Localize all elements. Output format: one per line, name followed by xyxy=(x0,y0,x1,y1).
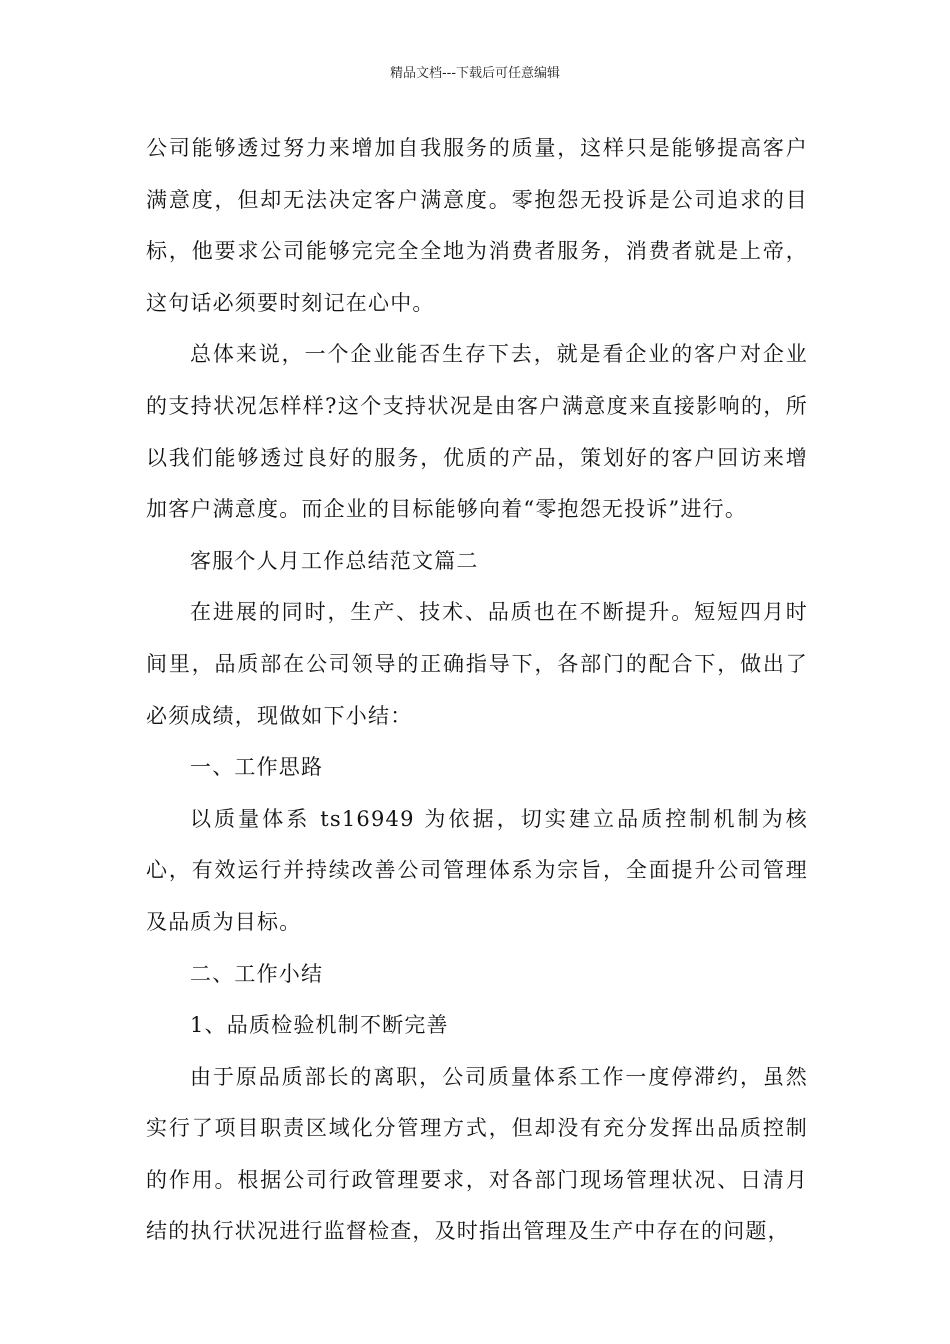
heading-work-approach: 一、工作思路 xyxy=(190,755,324,780)
paragraph-work-approach: 以质量体系 ts16949 为依据，切实建立品质控制机制为核心，有效运行并持续改善公司管理体系为宗旨，全面提升公司管理及品质为目标。 xyxy=(146,806,808,934)
paragraph-intro: 在进展的同时，生产、技术、品质也在不断提升。短短四月时间里，品质部在公司领导的正确指导下，各部门的配合下，做出了必须成绩，现做如下小结： xyxy=(146,600,808,728)
paragraph-inspection-mechanism: 由于原品质部长的离职，公司质量体系工作一度停滞约，虽然实行了项目职责区域化分管理方式，但却没有充分发挥出品质控制的作用。根据公司行政管理要求，对各部门现场管理状况、日清月结的执行状况进行监督检查，及时指出管理及生产中存在的问题， xyxy=(146,1064,808,1244)
paragraph-summary: 总体来说，一个企业能否生存下去，就是看企业的客户对企业的支持状况怎样样?这个支持状况是由客户满意度来直接影响的，所以我们能够透过良好的服务，优质的产品，策划好的客户回访来增加客户满意度。而企业的目标能够向着“零抱怨无投诉”进行。 xyxy=(146,342,808,522)
paragraph-continuation: 公司能够透过努力来增加自我服务的质量，这样只是能够提高客户满意度，但却无法决定客户满意度。零抱怨无投诉是公司追求的目标，他要求公司能够完完全全地为消费者服务，消费者就是上帝，这句话必须要时刻记在心中。 xyxy=(146,136,808,315)
document-body xyxy=(146,123,808,1258)
section-title-part-two: 客服个人月工作总结范文篇二 xyxy=(190,548,479,573)
subheading-inspection-mechanism: 1、品质检验机制不断完善 xyxy=(190,1013,449,1038)
page-header: 精品文档---下载后可任意编辑 xyxy=(389,66,561,81)
heading-work-summary: 二、工作小结 xyxy=(190,961,324,986)
